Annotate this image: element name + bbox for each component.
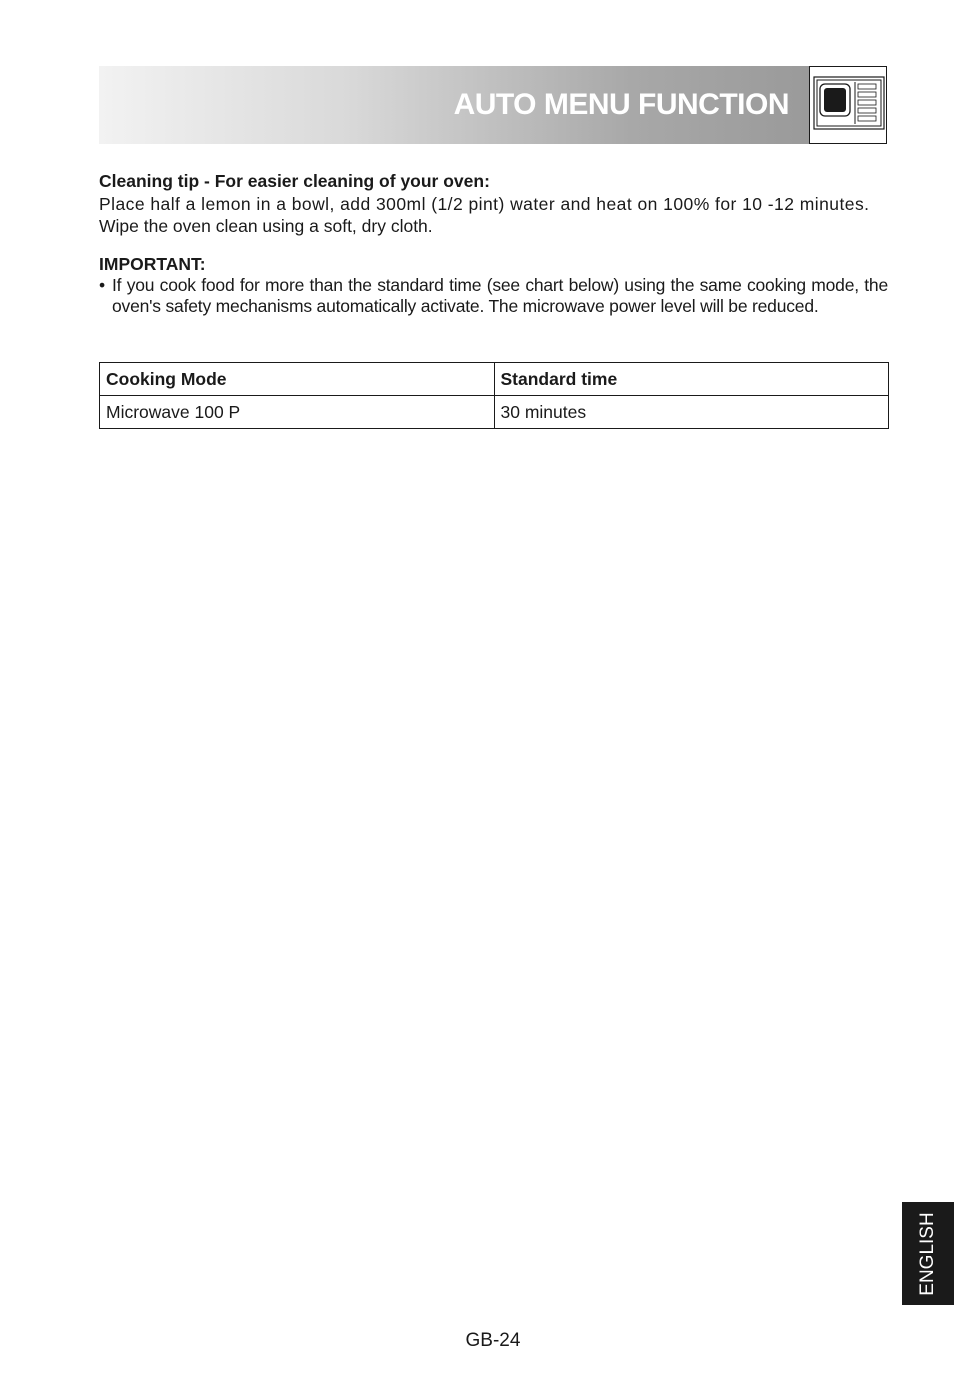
cell-cooking-mode: Microwave 100 P [100,396,495,429]
list-item [99,275,888,316]
cleaning-tip-heading: Cleaning tip - For easier cleaning of your oven: [99,171,490,191]
language-tab-label: ENGLISH [917,1211,938,1296]
table-header-row [100,363,889,396]
important-list [99,275,888,316]
microwave-oven-icon [809,66,887,144]
cleaning-tip-wipe: Wipe the oven clean using a soft, dry cloth. [99,216,433,236]
page-number: GB-24 [465,1330,521,1351]
cell-standard-time: 30 minutes [494,396,889,429]
important-heading: IMPORTANT: [99,253,206,274]
column-header-cooking-mode: Cooking Mode [100,363,495,396]
table-row [100,396,889,429]
cleaning-tip-instruction: Place half a lemon in a bowl, add 300ml (1/2 pint) water and heat on 100% for 10 -12 minutes. [99,193,870,214]
main-content [99,170,888,316]
language-tab [902,1202,954,1305]
section-header-bar [99,66,809,144]
important-text: If you cook food for more than the standard time (see chart below) using the same cooking mode, the oven's safety mechanisms automatically activate. The microwave power level will be reduced. [112,275,888,316]
bullet-marker: • [99,275,105,295]
standard-time-table [99,362,889,429]
column-header-standard-time: Standard time [494,363,889,396]
page-title: AUTO MENU FUNCTION [453,88,789,121]
